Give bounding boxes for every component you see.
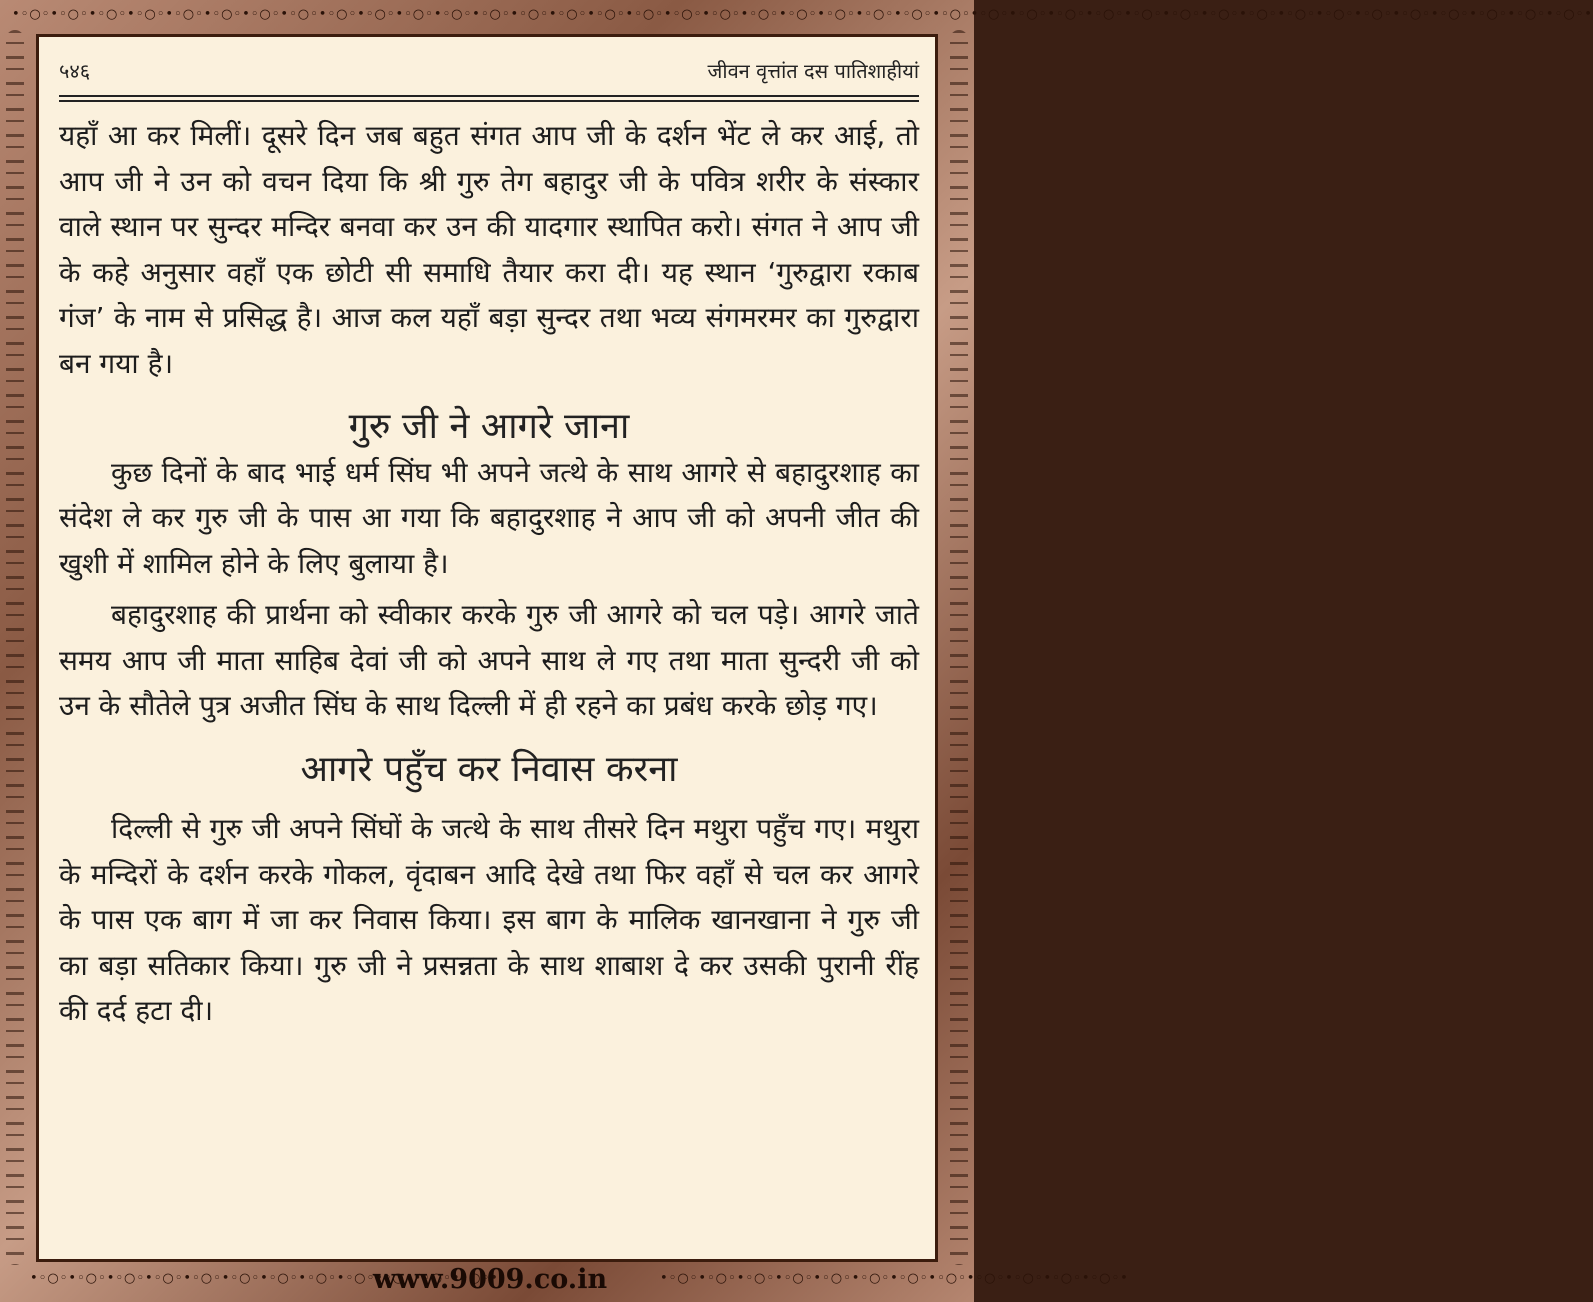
- page-number: ५४६: [59, 59, 91, 83]
- chain-border-bottom-left: •◦○◦•◦○◦•◦○◦•◦○◦•◦○◦•◦○◦•◦○◦•◦○◦•◦○◦•◦○◦•◦○◦•◦○◦•: [30, 1271, 499, 1286]
- page-header: [59, 53, 919, 83]
- section-heading-2: आगरे पहुँच कर निवास करना: [300, 748, 678, 790]
- paragraph-4: दिल्ली से गुरु जी अपने सिंघों के जत्थे के साथ तीसरे दिन मथुरा पहुँच गए। मथुरा के मन्दिरों के दर्शन करके गोकल, वृंदाबन आदि देखे तथा फिर वहाँ से चल कर आगरे के पास एक बाग में जा कर निवास किया। इस बाग के मालिक खानखाना ने गुरु जी का बड़ा सतिकार किया। गुरु जी ने प्रसन्नता के साथ शाबाश दे कर उसकी पुरानी रींह की दर्द हटा दी।: [59, 812, 919, 1027]
- paragraph-1: यहाँ आ कर मिलीं। दूसरे दिन जब बहुत संगत आप जी के दर्शन भेंट ले कर आई, तो आप जी ने उन को वचन दिया कि श्री गुरु तेग बहादुर जी के पवित्र शरीर के संस्कार वाले स्थान पर सुन्दर मन्दिर बनवा कर उन की यादगार स्थापित करो। संगत ने आप जी के कहे अनुसार वहाँ एक छोटी सी समाधि तैयार करा दी। यह स्थान ‘गुरुद्वारा रकाब गंज’ के नाम से प्रसिद्ध है। आज कल यहाँ बड़ा सुन्दर तथा भव्य संगमरमर का गुरुद्वारा बन गया है।: [59, 119, 919, 380]
- website-url: www.9009.co.in: [372, 1264, 608, 1295]
- chain-border-bottom-right: •◦○◦•◦○◦•◦○◦•◦○◦•◦○◦•◦○◦•◦○◦•◦○◦•◦○◦•◦○◦•◦○◦•◦○◦•: [660, 1271, 1129, 1286]
- running-title: जीवन वृत्तांत दस पातिशाहीयां: [707, 59, 919, 83]
- chain-border-right: [950, 30, 968, 1265]
- paragraph-3: बहादुरशाह की प्रार्थना को स्वीकार करके गुरु जी आगरे को चल पड़े। आगरे जाते समय आप जी माता साहिब देवां जी को अपने साथ ले गए तथा माता सुन्दरी जी को उन के सौतेले पुत्र अजीत सिंघ के साथ दिल्ली में ही रहने का प्रबंध करके छोड़ गए।: [59, 598, 919, 722]
- chain-border-top: •◦○◦•◦○◦•◦○◦•◦○◦•◦○◦•◦○◦•◦○◦•◦○◦•◦○◦•◦○◦•◦○◦•◦○◦•◦○◦•◦○◦•◦○◦•◦○◦•◦○◦•◦○◦•◦○◦•◦○◦•◦○◦•◦○◦•◦○◦•◦○◦•◦○◦•◦○◦•◦○◦•◦○◦•◦○◦•◦○◦•◦○◦•◦○◦•◦○◦•◦○◦•◦○◦•◦○◦•◦○◦•◦○◦•◦○◦•◦○◦•◦○◦•: [12, 7, 1593, 22]
- chain-border-left: [6, 30, 24, 1265]
- header-rule-double: [59, 100, 919, 102]
- section-heading-1: गुरु जी ने आगरे जाना: [348, 406, 630, 447]
- book-page: [36, 34, 938, 1262]
- header-rule: [59, 95, 919, 97]
- page-body: [59, 113, 919, 1034]
- paragraph-2: कुछ दिनों के बाद भाई धर्म सिंघ भी अपने जत्थे के साथ आगरे से बहादुरशाह का संदेश ले कर गुरु जी के पास आ गया कि बहादुरशाह ने आप जी को अपनी जीत की खुशी में शामिल होने के लिए बुलाया है।: [59, 455, 919, 580]
